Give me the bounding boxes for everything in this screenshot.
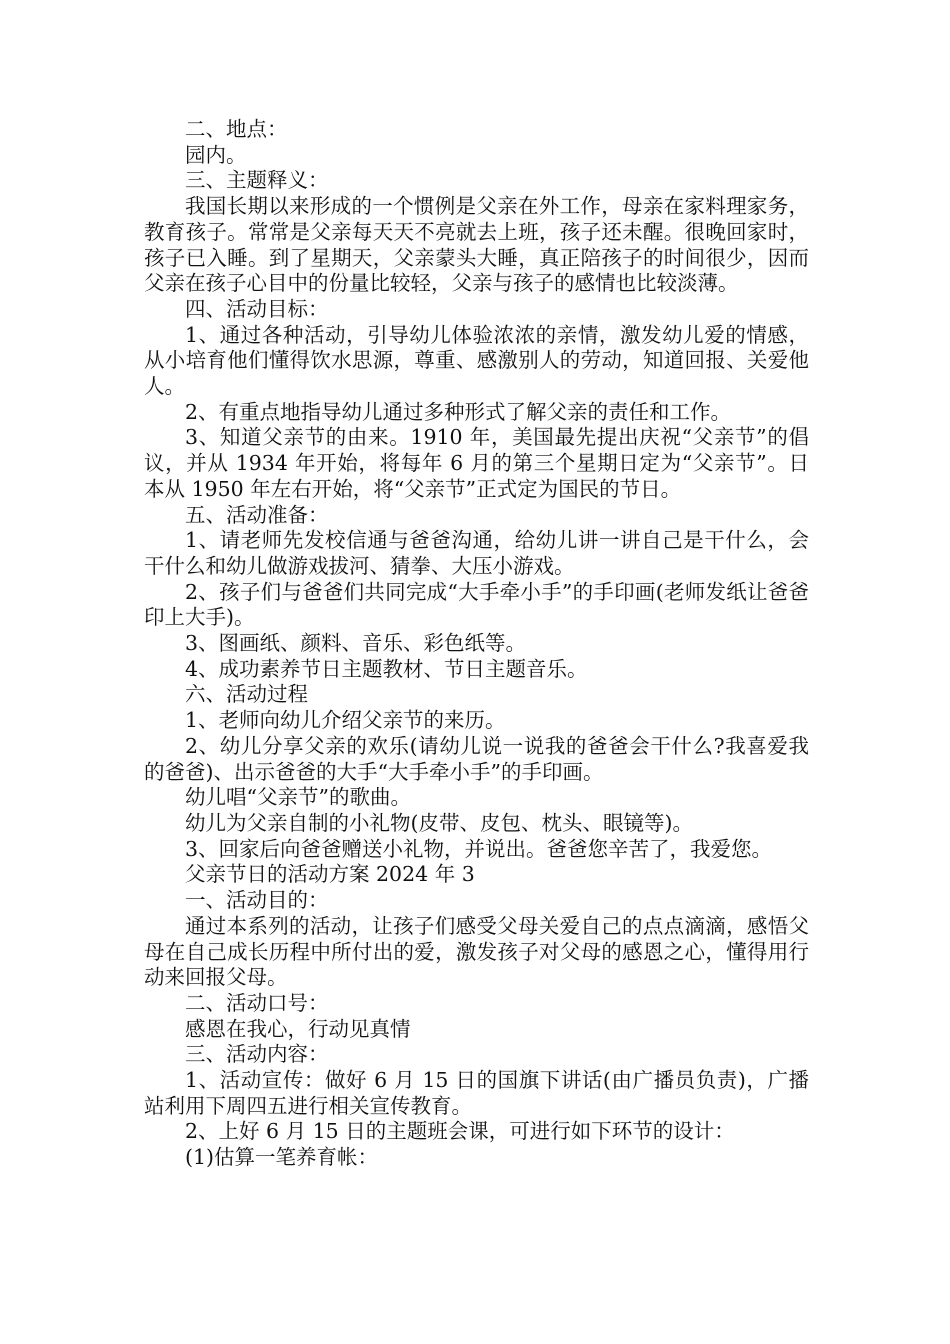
content-subitem-1: (1)估算一笔养育帐： [185, 1145, 379, 1170]
preparation-item-1: 1、请老师先发校信通与爸爸沟通，给幼儿讲一讲自己是干什么，会干什么和幼儿做游戏拔河、猜拳、大压小游戏。 [144, 528, 809, 578]
purpose-paragraph: 通过本系列的活动，让孩子们感受父母关爱自己的点点滴滴，感悟父母在自己成长历程中所付出的爱，激发孩子对父母的感恩之心，懂得用行动来回报父母。 [144, 913, 809, 990]
content-item-1: 1、活动宣传：做好 6 月 15 日的国旗下讲话(由广播员负责)，广播站利用下周四五进行相关宣传教育。 [144, 1068, 809, 1118]
preparation-item-2: 2、孩子们与爸爸们共同完成“大手牵小手”的手印画(老师发纸让爸爸印上大手)。 [144, 579, 809, 630]
goal-item-1: 1、通过各种活动，引导幼儿体验浓浓的亲情，激发幼儿爱的情感，从小培育他们懂得饮水思源，尊重、感激别人的劳动，知道回报、关爱他人。 [144, 322, 809, 399]
process-item-2: 2、幼儿分享父亲的欢乐(请幼儿说一说我的爸爸会干什么?我喜爱我的爸爸)、出示爸爸的大手“大手牵小手”的手印画。 [144, 733, 809, 784]
goal-item-3: 3、知道父亲节的由来。1910 年，美国最先提出庆祝“父亲节”的倡议，并从 1934 年开始，将每年 6 月的第三个星期日定为“父亲节”。日本从 1950 年左右开始，将“父亲节”正式定为国民的节日。 [144, 425, 809, 501]
section-heading-purpose: 一、活动目的： [185, 888, 329, 913]
content-item-2: 2、上好 6 月 15 日的主题班会课，可进行如下环节的设计： [185, 1119, 735, 1144]
theme-paragraph: 我国长期以来形成的一个惯例是父亲在外工作，母亲在家料理家务，教育孩子。常常是父亲每天天不亮就去上班，孩子还未醒。很晚回家时，孩子已入睡。到了星期天，父亲蒙头大睡，真正陪孩子的时间很少，因而父亲在孩子心目中的份量比较轻，父亲与孩子的感情也比较淡薄。 [144, 194, 809, 296]
process-item-1: 1、老师向幼儿介绍父亲节的来历。 [185, 708, 506, 733]
process-item-3: 3、回家后向爸爸赠送小礼物，并说出。爸爸您辛苦了，我爱您。 [185, 836, 773, 861]
preparation-item-3: 3、图画纸、颜料、音乐、彩色纸等。 [185, 631, 527, 656]
location-text: 园内。 [185, 142, 247, 167]
preparation-item-4: 4、成功素养节日主题教材、节日主题音乐。 [185, 656, 588, 681]
process-song: 幼儿唱“父亲节”的歌曲。 [185, 785, 411, 810]
section-heading-theme: 三、主题释义： [185, 168, 329, 193]
section-heading-location: 二、地点： [185, 117, 288, 141]
process-gifts: 幼儿为父亲自制的小礼物(皮带、皮包、枕头、眼镜等)。 [185, 810, 693, 835]
section-heading-goals: 四、活动目标： [185, 296, 329, 321]
section-heading-process: 六、活动过程 [185, 682, 308, 707]
section-heading-slogan: 二、活动口号： [185, 990, 329, 1015]
plan-title: 父亲节日的活动方案 2024 年 3 [185, 862, 475, 887]
section-heading-preparation: 五、活动准备： [185, 502, 329, 527]
slogan-text: 感恩在我心，行动见真情 [185, 1016, 411, 1041]
section-heading-content: 三、活动内容： [185, 1042, 329, 1067]
goal-item-2: 2、有重点地指导幼儿通过多种形式了解父亲的责任和工作。 [185, 399, 732, 424]
document-page [144, 117, 809, 1171]
